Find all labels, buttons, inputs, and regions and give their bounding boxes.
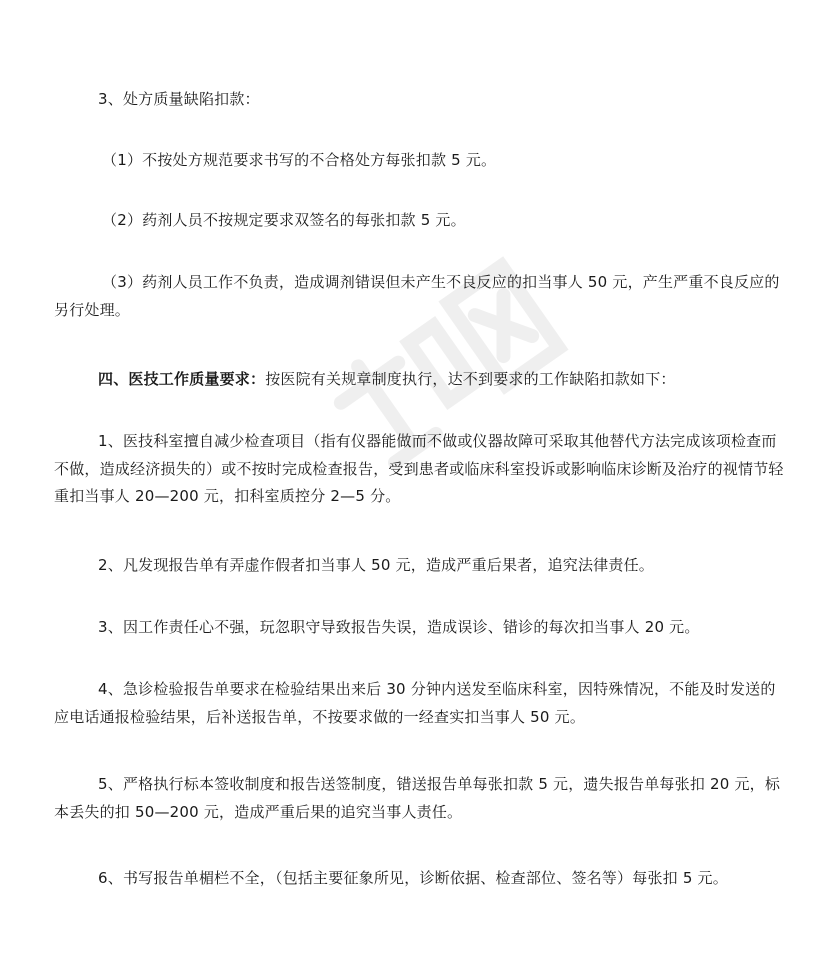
para-text: 1、医技科室擅自减少检查项目（指有仪器能做而不做或仪器故障可采取其他替代方法完成该项检查而不做，造成经济损失的）或不按时完成检查报告，受到患者或临床科室投诉或影响临床诊断及治疗的视情节轻重扣当事人 20—200 元，扣科室质控分 2—5 分。 — [54, 432, 784, 505]
para-text: 按医院有关规章制度执行，达不到要求的工作缺陷扣款如下： — [265, 370, 676, 388]
para-text: 2、凡发现报告单有弄虚作假者扣当事人 50 元，造成严重后果者，追究法律责任。 — [98, 556, 654, 574]
para-item-1 — [54, 428, 784, 511]
para-item-6 — [54, 865, 784, 893]
para-text: 5、严格执行标本签收制度和报告送签制度，错送报告单每张扣款 5 元，遗失报告单每张扣 20 元，标本丢失的扣 50—200 元，造成严重后果的追究当事人责任。 — [54, 775, 781, 821]
para-prescription-1 — [54, 147, 784, 175]
para-text: （1）不按处方规范要求书写的不合格处方每张扣款 5 元。 — [102, 151, 497, 169]
para-text: 6、书写报告单楣栏不全，（包括主要征象所见，诊断依据、检查部位、签名等）每张扣 5 元。 — [98, 869, 728, 887]
para-text: 4、急诊检验报告单要求在检验结果出来后 30 分钟内送发至临床科室，因特殊情况，不能及时发送的应电话通报检验结果，后补送报告单，不按要求做的一经查实扣当事人 50 元。 — [54, 680, 776, 726]
para-item-2 — [54, 552, 784, 580]
para-prescription-3 — [54, 269, 784, 324]
para-prescription-quality — [54, 86, 784, 114]
section-heading: 四、医技工作质量要求： — [98, 370, 266, 388]
para-text: （2）药剂人员不按规定要求双签名的每张扣款 5 元。 — [102, 211, 466, 229]
para-text: 3、因工作责任心不强，玩忽职守导致报告失误，造成误诊、错诊的每次扣当事人 20 元。 — [98, 618, 700, 636]
para-text: （3）药剂人员工作不负责，造成调剂错误但未产生不良反应的扣当事人 50 元，产生严重不良反应的另行处理。 — [54, 273, 780, 319]
para-text: 3、处方质量缺陷扣款： — [98, 90, 260, 108]
para-item-5 — [54, 771, 784, 826]
para-item-4 — [54, 676, 784, 731]
para-prescription-2 — [54, 207, 784, 235]
para-section-four — [54, 366, 784, 394]
para-item-3 — [54, 614, 784, 642]
